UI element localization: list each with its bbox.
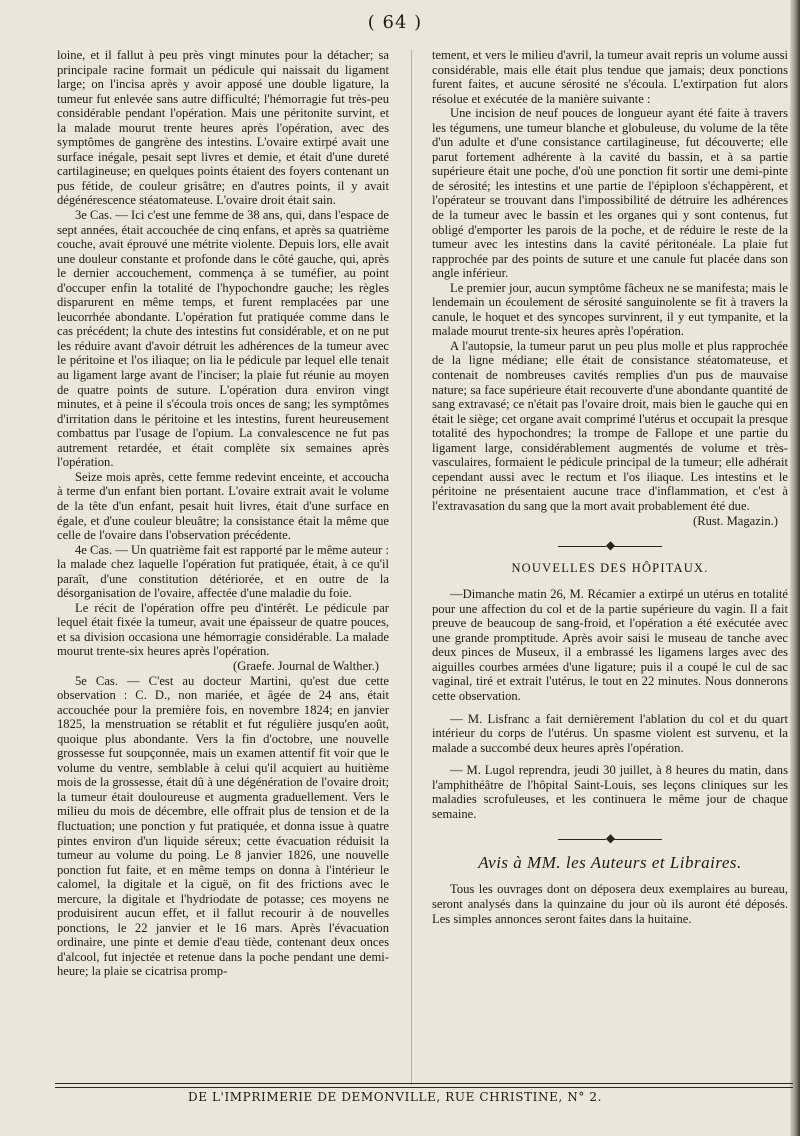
column-divider (411, 50, 412, 1085)
notice-text: Tous les ouvrages dont on déposera deux exemplaires au bureau, seront analysés dans la quinzaine du jour où ils auront été déposés. Les simples annonces seront faites dans la huitaine. (432, 882, 788, 926)
page-edge-shadow (790, 0, 800, 1136)
news-item: — M. Lugol reprendra, jeudi 30 juillet, à 8 heures du matin, dans l'amphithéâtre de l'hôpital Saint-Louis, ses leçons cliniques sur les maladies scrofuleuses, et les continuera le même jour de chaque semaine. (432, 763, 788, 821)
paragraph: Le premier jour, aucun symptôme fâcheux ne se manifesta; mais le lendemain un écoulement de sérosité sanguinolente se fit à travers la canule, le hoquet et des syncopes survinrent, il y eut tympanite, et la malade mourut trente-six heures après l'opération. (432, 280, 788, 339)
news-item: —Dimanche matin 26, M. Récamier a extirpé un utérus en totalité pour une affection du col et de la partie supérieure du vagin. Il a fait preuve de beaucoup de sang-froid, et l'opération a été exécutée avec une grande promptitude. Après avoir saisi le museau de tanche avec deux pinces de Museux, il a embrassé les ligamens larges avec des aiguilles courbes armées d'une ligature; puis il a coupé le cul de sac vaginal, tiré et extrait l'utérus, le tout en 22 minutes. Nous donnerons cette observation. (432, 587, 788, 703)
imprint-footer: DE L'IMPRIMERIE DE DEMONVILLE, RUE CHRISTINE, N° 2. (187, 1090, 603, 1104)
ornamental-divider: ◆ (432, 538, 788, 553)
source-citation: (Rust. Magazin.) (693, 513, 778, 528)
section-title: NOUVELLES DES HÔPITAUX. (511, 560, 709, 575)
footer-rule-thin (55, 1087, 793, 1088)
paragraph: Seize mois après, cette femme redevint enceinte, et accoucha à terme d'un enfant bien portant. L'ovaire extrait avait le volume de la tête d'un enfant, pesait huit livres, était d'une surface en égale, et d'une couleur bleuâtre; la consistance était la même que celle de l'ovaire dans l'observation précédente. (57, 469, 389, 543)
left-column (57, 48, 389, 979)
notice-title: Avis à MM. les Auteurs et Libraires. (478, 852, 742, 872)
paragraph: 3e Cas. — Ici c'est une femme de 38 ans, qui, dans l'espace de sept années, était accouchée de cinq enfans, et après sa quatrième couche, avait éprouvé une métrite violente. Depuis lors, elle avait une douleur constante et profonde dans le côté gauche, qui, après le dernier accouchement, commença à se tuméfier, au point d'occuper enfin la totalité de l'hypochondre gauche; les règles disparurent en même temps, et furent remplacées par une leucorrhée abondante. L'opération fut pratiquée comme dans le cas précédent; la chute des intestins fut considérable, et on ne put les réduire avant d'avoir détruit les adhérences de la tumeur avec le péritoine et l'os iliaque; on lia le pédicule par lequel elle tenait au ligament large avant de l'inciser; la plaie fut réunie au moyen de quatre points de suture. L'opération dura environ vingt minutes, et à peine il s'écoula trois onces de sang; les symptômes d'irritation dans le péritoine et les intestins, furent heureusement combattus par l'usage de l'opium. La convalescence ne fut pas autrement retardée, et était complète six semaines après l'opération. (57, 208, 389, 470)
ornamental-divider: ◆ (432, 831, 788, 846)
footer-rule (55, 1083, 793, 1084)
paragraph: A l'autopsie, la tumeur parut un peu plus molle et plus rapprochée de la ligne médiane; elle était de consistance stéatomateuse, et contenait de nombreuses cavités remplies d'un pus de mauvaise nature; sa face supérieure était recouverte d'une abondante quantité de sang extravasé; ce n'était pas l'ovaire droit, mais bien le gauche qui en était le siège; cet organe avait comprimé l'utérus et occupait la presque totalité des hypochondres; la trompe de Fallope et une partie du ligament large, considérablement augmentés de volume et très-vasculaires, formaient le pédicule principal de la tumeur; elle adhérait cependant aussi avec le rectum et l'os iliaque. Les intestins et le péritoine ne présentaient aucune trace d'inflammation, et c'est à l'extravasation du sang que la mort avait probablement été due. (432, 338, 788, 513)
paragraph: Une incision de neuf pouces de longueur ayant été faite à travers les tégumens, une tumeur blanche et globuleuse, du volume de la tête d'un adulte et d'une consistance cartilagineuse, fut découverte; elle parut fortement adhérente à la cavité du bassin, et à sa partie supérieure était une poche, d'où une ponction fit sortir une demi-pinte de sérosité; les intestins et une partie de l'épiploon s'échappèrent, et l'opérateur se trouvant dans l'impossibilité de détruire les adhérences de la tumeur avec le bassin et les organes qui y sont contenus, fut obligé d'emporter les parois de la poche, et de réduire le reste de la tumeur avec les intestins dans la cavité péritonéale. La plaie fut rapprochée par des points de suture et une canule fut placée dans son angle inférieur. (432, 106, 788, 281)
page-number: ( 64 ) (367, 12, 423, 33)
paragraph: loine, et il fallut à peu près vingt minutes pour la détacher; sa principale racine formait un pédicule qui naissait du ligament large; on l'incisa après y avoir apposé une double ligature, la tumeur fut enlevée sans autre difficulté; l'hémorragie fut très-peu considérable pendant l'opération. Mais une péritonite survint, et la malade mourut trente heures après l'opération, avec des symptômes de gangrène des intestins. L'ovaire extirpé avait une surface inégale, pesait sept livres et demie, et était d'une dureté cartilagineuse; en quelques points étaient des foyers contenant un pus fétide, de couleur grisâtre; en d'autres points, il y avait dégénérescence stéatomateuse. L'ovaire droit était sain. (57, 48, 389, 208)
right-column (432, 48, 788, 926)
paragraph: Le récit de l'opération offre peu d'intérêt. Le pédicule par lequel était fixée la tumeur, avait une épaisseur de quatre pouces, et sa division occasiona une hémorragie considérable. La malade mourut trente-six heures après l'opération. (57, 600, 389, 659)
news-item: — M. Lisfranc a fait dernièrement l'ablation du col et du quart intérieur du corps de l'utérus. Un spasme violent est survenu, et la malade a succombé deux heures après l'opération. (432, 711, 788, 755)
paragraph: tement, et vers le milieu d'avril, la tumeur avait repris un volume aussi considérable, mais elle était plus tendue que jamais; deux ponctions furent faites, et aucune sérosité ne s'écoula. L'extirpation fut alors résolue et exécutée de la manière suivante : (432, 48, 788, 106)
source-citation: (Graefe. Journal de Walther.) (233, 658, 379, 673)
paragraph: 4e Cas. — Un quatrième fait est rapporté par le même auteur : la malade chez laquelle l'opération fut pratiquée, était, à ce qu'il paraît, d'une constitution détériorée, et en outre de la désorganisation de l'ovaire, affectée d'une maladie du foie. (57, 542, 389, 601)
paragraph: 5e Cas. — C'est au docteur Martini, qu'est due cette observation : C. D., non mariée, et âgée de 24 ans, était accouchée pour la première fois, en novembre 1824; en janvier 1825, la menstruation se rétablit et fut régulière jusqu'en août, quoique plus abondante. Vers la fin d'octobre, une nouvelle grossesse fut soupçonnée, mais un examen attentif fit voir que le volume du ventre, semblable à celui qu'il acquiert au huitième mois de la grossesse, était dû à une dégénération de l'ovaire droit; la tumeur était douloureuse et augmenta graduellement. Vers le milieu du mois de décembre, elle offrait plus de tension et de la fluctuation; une ponction y fut pratiquée, et donna issue à quatre pintes environ d'un liquide séreux; cette évacuation réduisit la tumeur au volume du poing. Le 8 janvier 1826, une nouvelle ponction fut faite, et en même temps on donna à l'intérieur le calomel, la digitale et la ciguë, on fit des frictions avec le mercure, la digitale et l'hydriodate de potasse; ces moyens ne produisirent aucun effet, et il fallut recourir à de nouvelles ponctions, le 22 janvier et le 16 mars. Après l'évacuation ordinaire, une pinte et demie d'eau tiède, contenant deux onces d'alcool, fut injectée et retenue dans la poche pendant une demi-heure; la plaie se cicatrisa promp- (57, 673, 389, 979)
